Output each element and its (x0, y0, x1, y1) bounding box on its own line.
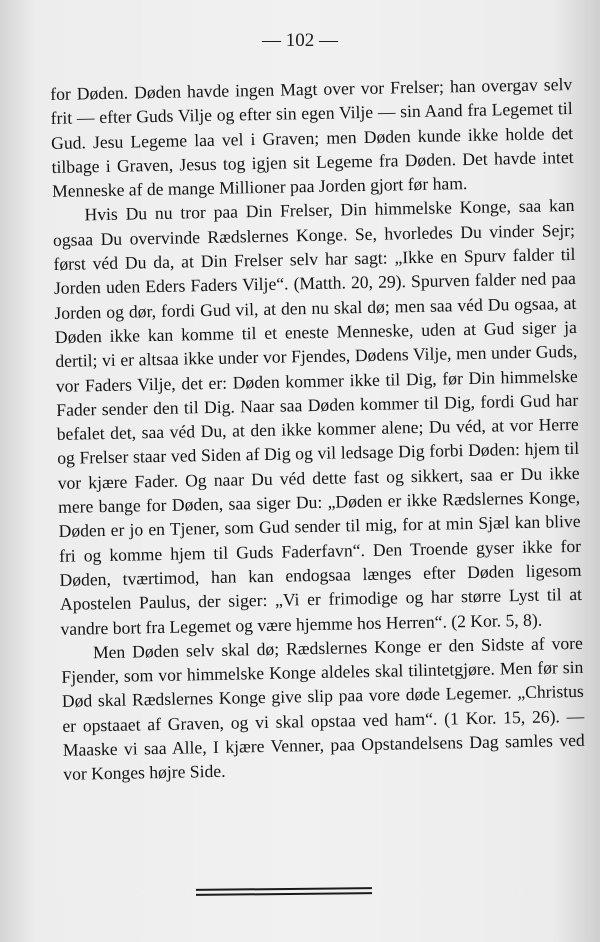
page-number: — 102 — (262, 30, 338, 51)
divider-line-bottom (196, 892, 372, 896)
double-rule-divider (196, 887, 372, 899)
paragraph-2: Hvis Du nu tror paa Din Frelser, Din himmelske Konge, saa kan ogsaa Du overvinde Rædslernes Konge. Se, hvorledes Du vinder Sejr; først véd Du da, at Din Frelser selv har sagt: „Ikke en Spurv falder til Jorden uden Eders Faders Vilje“. (Matth. 20, 29). Spurven falder ned paa Jorden og dør, fordi Gud vil, at den nu skal dø; men saa véd Du ogsaa, at Døden ikke kan komme til et eneste Menneske, uden at Gud siger ja dertil; vi er altsaa ikke under vor Fjendes, Dødens Vilje, men under Guds, vor Faders Vilje, det er: Døden kommer ikke til Dig, før Din himmelske Fader sender den til Dig. Naar saa Døden kommer til Dig, fordi Gud har befalet det, saa véd Du, at den ikke kommer alene; Du véd, at vor Herre og Frelser staar ved Siden af Dig og vil ledsage Dig forbi Døden: hjem til vor kjære Fader. Og naar Du véd dette fast og sikkert, saa er Du ikke mere bange for Døden, saa siger Du: „Døden er ikke Rædslernes Konge, Døden er jo en Tjener, som Gud sender til mig, for at min Sjæl kan blive fri og komme hjem til Guds Faderfavn“. Den Troende gyser ikke for Døden, tværtimod, han kan endogsaa længes efter Døden ligesom Apostelen Paulus, der siger: „Vi er frimodige og har større Lyst til at vandre bort fra Legemet og være hjemme hos Herren“. (2 Kor. 5, 8). (52, 195, 583, 639)
divider-line-top (196, 887, 372, 891)
paragraph-3: Men Døden selv skal dø; Rædslernes Konge er den Sidste af vore Fjender, som vor himmelske Konge aldeles skal tilintetgjøre. Men før sin Død skal Rædslernes Konge give slip paa vore døde Legemer. „Christus er opstaaet af Graven, og vi skal opstaa ved ham“. (1 Kor. 15, 26). — Maaske vi saa Alle, I kjære Venner, paa Opstandelsens Dag samles ved vor Konges højre Side. (61, 632, 585, 785)
paragraph-1: for Døden. Døden havde ingen Magt over vor Frelser; han overgav selv frit — efter Guds Vilje og efter sin egen Vilje — sin Aand fra Legemet til Gud. Jesu Legeme laa vel i Graven; men Døden kunde ikke holde det tilbage i Graven, Jesus tog igjen sit Legeme fra Døden. Det havde intet Menneske af de mange Millioner paa Jorden gjort før ham. (50, 73, 574, 202)
page-body (50, 72, 585, 787)
